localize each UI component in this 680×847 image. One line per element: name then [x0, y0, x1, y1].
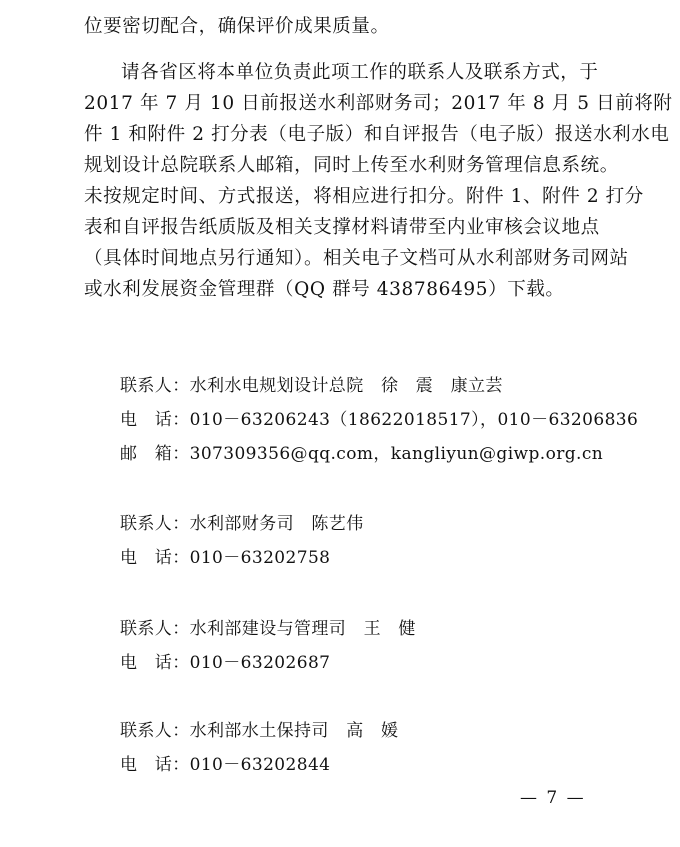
- paragraph-line: 规划设计总院联系人邮箱，同时上传至水利财务管理信息系统。: [84, 155, 619, 176]
- notice-paragraph: [84, 58, 673, 304]
- contact-name-line: 联系人：水利水电规划设计总院 徐 震 康立芸: [120, 376, 503, 396]
- paragraph-line: （具体时间地点另行通知）。相关电子文档可从水利部财务司网站: [84, 248, 629, 269]
- contact-phone-line: 电 话：010－63206243（18622018517），010－63206836: [120, 410, 639, 430]
- contact-name-line: 联系人：水利部建设与管理司 王 健: [120, 619, 416, 639]
- paragraph-line: 表和自评报告纸质版及相关支撑材料请带至内业审核会议地点: [84, 217, 600, 238]
- contact-name-line: 联系人：水利部财务司 陈艺伟: [120, 514, 364, 534]
- contact-phone-line: 电 话：010－63202844: [120, 755, 331, 775]
- contact-phone-line: 电 话：010－63202758: [120, 548, 331, 568]
- paragraph-line: 请各省区将本单位负责此项工作的联系人及联系方式，于: [121, 62, 599, 83]
- paragraph-line: 2017 年 7 月 10 日前报送水利部财务司；2017 年 8 月 5 日前将附: [84, 93, 673, 114]
- contact-email-line: 邮 箱：307309356@qq.com，kangliyun@giwp.org.cn: [120, 444, 604, 464]
- paragraph-line: 件 1 和附件 2 打分表（电子版）和自评报告（电子版）报送水利水电: [84, 124, 670, 145]
- page-number: — 7 —: [520, 788, 586, 808]
- paragraph-line: 未按规定时间、方式报送，将相应进行扣分。附件 1、附件 2 打分: [84, 186, 644, 207]
- body-paragraphs: [84, 12, 604, 41]
- contact-phone-line: 电 话：010－63202687: [120, 653, 331, 673]
- paragraph-line: 或水利发展资金管理群（QQ 群号 438786495）下载。: [84, 279, 565, 300]
- contact-name-line: 联系人：水利部水土保持司 高 媛: [120, 721, 399, 741]
- paragraph-line: 位要密切配合，确保评价成果质量。: [84, 16, 390, 37]
